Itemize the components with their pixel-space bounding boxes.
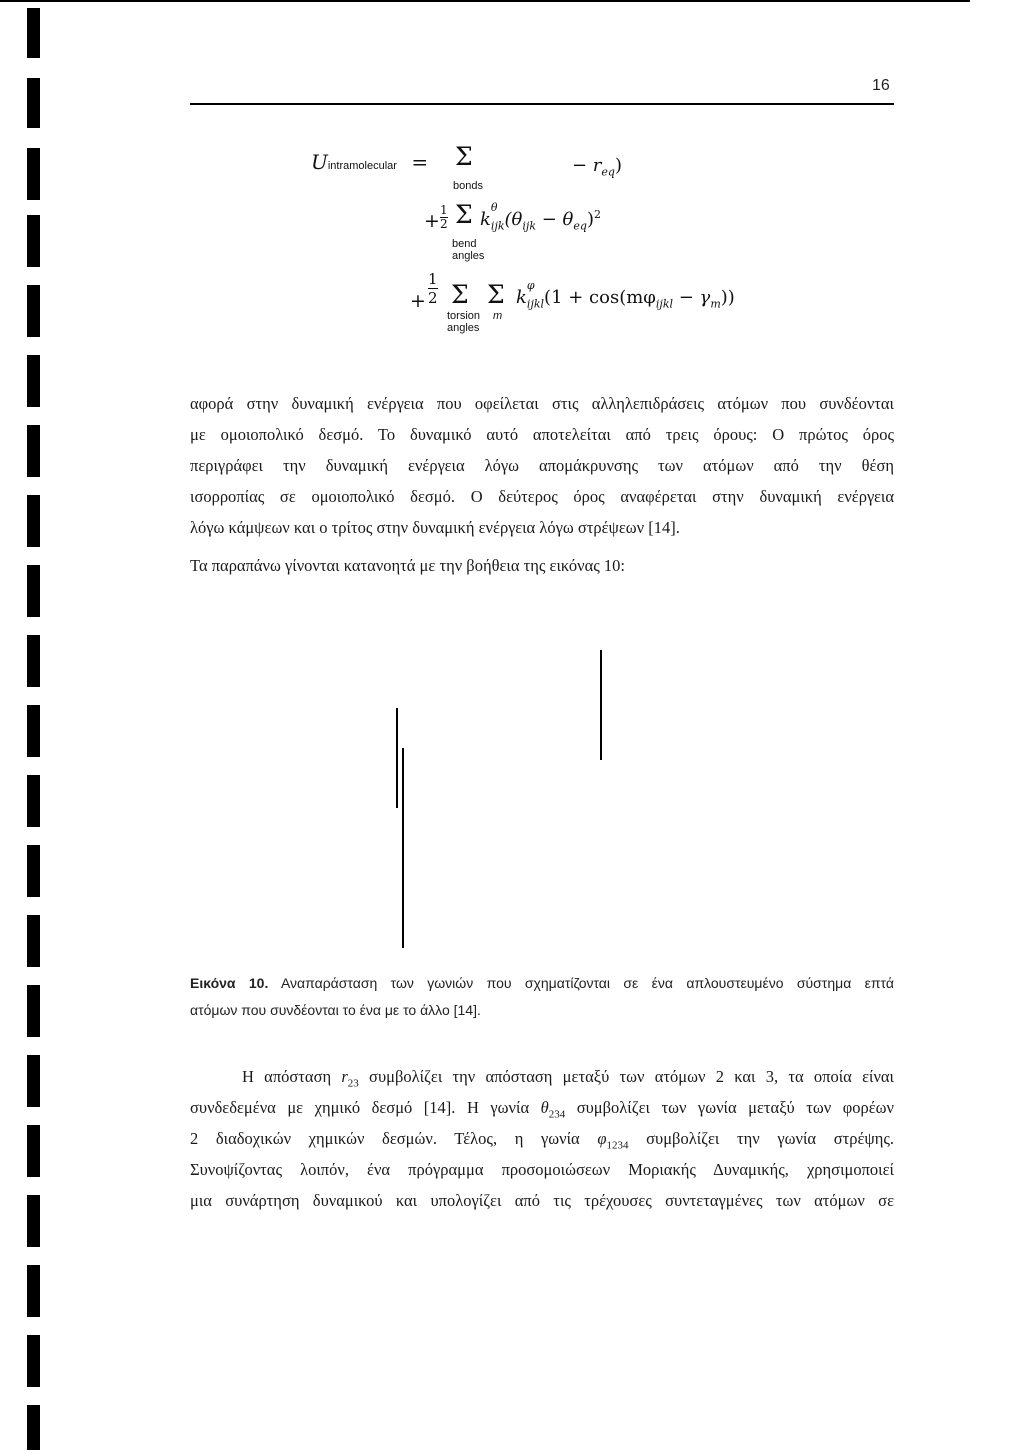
m-label: m (493, 310, 503, 322)
binding-mark (27, 845, 40, 897)
binding-mark (27, 285, 40, 337)
half-num: 1 (440, 203, 448, 217)
text-run: συνδεδεμένα με χημικό δεσμό [14]. Η γωνία (190, 1098, 541, 1117)
binding-mark (27, 355, 40, 407)
caption-text: Αναπαράσταση των γωνιών που σχηματίζονται σε ένα απλουστευμένο σύστημα επτά (268, 975, 894, 991)
binding-mark (27, 705, 40, 757)
sum-m: Σ (487, 280, 505, 309)
text-run: συμβολίζει την γωνία στρέψης. (628, 1129, 895, 1148)
theta-close: ) (586, 209, 594, 230)
half-fraction-2 (428, 270, 438, 307)
figure-line (402, 748, 404, 948)
binding-mark (27, 1405, 40, 1450)
text-run: 2 διαδοχικών χημικών δεσμών. Τέλος, η γωνία (190, 1129, 598, 1148)
half-num-2: 1 (428, 270, 438, 288)
binding-mark (27, 1125, 40, 1177)
binding-mark (27, 985, 40, 1037)
torsion-label-2: angles (447, 322, 480, 334)
binding-mark (27, 78, 40, 128)
cos-close: )) (720, 287, 735, 308)
k-theta-sup: θ (490, 201, 498, 214)
figure-line (396, 708, 398, 808)
binding-mark (27, 1195, 40, 1247)
k-theta-sub: ijk (490, 219, 505, 233)
binding-mark (27, 1265, 40, 1317)
sum-torsion: Σ (451, 280, 469, 309)
gamma-minus: − γ (673, 287, 711, 308)
caption-label: Εικόνα 10. (190, 975, 269, 991)
sum-bonds: Σ (455, 142, 473, 171)
r-symbol: r (341, 1067, 348, 1086)
theta-symbol: θ (540, 1098, 549, 1117)
sum-bend: Σ (455, 200, 473, 229)
bonds-label: bonds (453, 180, 483, 192)
plus-sign-2: + (410, 290, 426, 312)
torsion-label (447, 310, 480, 334)
paragraph-line: μια συνάρτηση δυναμικού και υπολογίζει από τις τρέχουσες συντεταγμένες των ατόμων σε (190, 1191, 894, 1210)
paragraph-line: αφορά στην δυναμική ενέργεια που οφείλεται στις αλληλεπιδράσεις ατόμων που συνδέονται (190, 394, 894, 413)
binding-mark (27, 565, 40, 617)
top-edge-line (0, 0, 970, 2)
torsion-term (516, 279, 735, 311)
theta-minus: − θ (536, 209, 574, 230)
torsion-label-1: torsion (447, 310, 481, 322)
half-den-2: 2 (428, 289, 438, 307)
figure-caption (190, 970, 894, 1024)
figure-line (600, 650, 602, 760)
theta-open: (θ (504, 209, 523, 230)
binding-mark (27, 635, 40, 687)
cos-open: (1 + cos(mφ (544, 287, 656, 308)
equation-line-1 (311, 150, 428, 174)
phi-sub-text: 1234 (606, 1139, 629, 1152)
binding-mark (27, 495, 40, 547)
theta-sub: ijk (522, 219, 536, 233)
binding-mark (27, 915, 40, 967)
req-sub: eq (601, 165, 615, 179)
text-run: Η απόσταση (242, 1067, 342, 1086)
text-run: συμβολίζει την απόσταση μεταξύ των ατόμων 2 και 3, τα οποία είναι (358, 1067, 894, 1086)
figure-10 (380, 640, 620, 960)
k-phi: k (516, 287, 527, 308)
half-fraction (440, 204, 448, 231)
caption-line-2: ατόμων που συνδέονται το ένα με το άλλο [14]. (190, 1002, 481, 1018)
caption-line-1 (190, 970, 894, 997)
paragraph-line: λόγω κάμψεων και ο τρίτος στην δυναμική ενέργεια λόγω στρέψεων [14]. (190, 518, 680, 537)
phi-sub: ijkl (655, 297, 674, 311)
paragraph-line (190, 1061, 894, 1092)
k-theta: k (480, 209, 491, 230)
paragraph-line: ισορροπίας σε ομοιοπολικό δεσμό. Ο δεύτερος όρος αναφέρεται στην δυναμική ενέργεια (190, 487, 894, 506)
equation-line-3 (410, 290, 426, 312)
bend-label-1: bend (452, 238, 477, 250)
page-number: 16 (872, 77, 890, 94)
plus-sign: + (424, 210, 440, 232)
theta-pow: 2 (593, 208, 601, 221)
paragraph-2: Τα παραπάνω γίνονται κατανοητά με την βοήθεια της εικόνας 10: (190, 556, 625, 575)
text-run: συμβολίζει των γωνία μεταξύ των φορέων (565, 1098, 894, 1117)
theta-sub-text: 234 (548, 1108, 566, 1121)
bend-label (452, 238, 484, 262)
equals-sign: = (411, 150, 429, 174)
u-subscript: intramolecular (327, 160, 397, 172)
binding-mark (27, 775, 40, 827)
paragraph-1 (190, 388, 894, 543)
binding-mark (27, 1335, 40, 1387)
paragraph-line (190, 1092, 894, 1123)
binding-mark (27, 148, 40, 200)
paragraph-line: Συνοψίζοντας λοιπόν, ένα πρόγραμμα προσομοιώσεων Μοριακής Δυναμικής, χρησιμοποιεί (190, 1160, 894, 1179)
binding-mark (27, 1055, 40, 1107)
equation-line-2 (424, 210, 440, 232)
r-sub: 23 (347, 1077, 359, 1090)
paragraph-line (190, 1123, 894, 1154)
binding-mark (27, 215, 40, 267)
theta-eq-sub: eq (573, 219, 587, 233)
k-phi-sup: φ (526, 279, 535, 292)
gamma-sub: m (710, 297, 721, 311)
bend-label-2: angles (452, 250, 485, 262)
k-phi-sub: ijkl (526, 297, 545, 311)
paragraph-line: περιγράφει την δυναμική ενέργεια λόγω απομάκρυνσης των ατόμων από την θέση (190, 456, 894, 475)
bend-term (480, 201, 601, 233)
binding-mark (27, 425, 40, 477)
req-text: − r (572, 155, 602, 176)
req-term: − $r_{eq}$) (572, 155, 623, 179)
phi-symbol: φ (597, 1129, 607, 1148)
paragraph-line: με ομοιοπολικό δεσμό. Το δυναμικό αυτό αποτελείται από τρεις όρους: Ο πρώτος όρος (190, 425, 894, 444)
header-rule (190, 103, 894, 105)
half-den: 2 (440, 217, 448, 231)
u-symbol: U (311, 150, 328, 174)
binding-mark (27, 8, 40, 58)
paragraph-3 (190, 1061, 894, 1216)
